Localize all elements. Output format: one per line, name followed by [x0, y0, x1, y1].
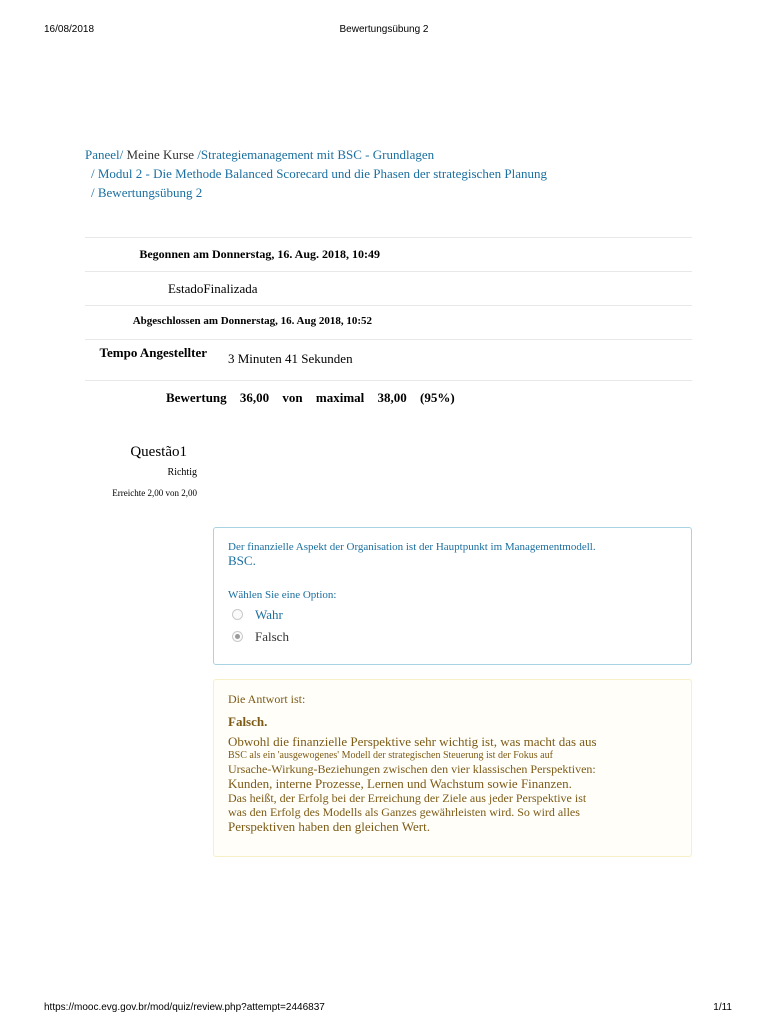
- grade-text: Bewertung 36,00 von maximal 38,00 (95%): [166, 390, 455, 405]
- attempt-summary-table: [85, 237, 692, 415]
- option-false[interactable]: [232, 629, 289, 645]
- question-prompt: [228, 540, 678, 569]
- summary-row-grade: [85, 380, 692, 415]
- breadcrumb-my-courses[interactable]: Meine Kurse: [126, 147, 195, 162]
- print-title: Bewertungsübung 2: [339, 24, 429, 35]
- print-date: 16/08/2018: [44, 24, 95, 35]
- state-text: EstadoFinalizada: [168, 281, 258, 296]
- question-grade: Erreichte 2,00 von 2,00: [112, 488, 197, 498]
- breadcrumb-module-link[interactable]: / Modul 2 - Die Methode Balanced Scorecard und die Phasen der strategischen Planung: [91, 166, 547, 181]
- page-url: https://mooc.evg.gov.br/mod/quiz/review.php?attempt=2446837: [44, 1002, 325, 1013]
- breadcrumb-quiz-link[interactable]: / Bewertungsübung 2: [91, 185, 203, 200]
- feedback-line: BSC als ein 'ausgewogenes' Modell der strategischen Steuerung ist der Fokus auf: [228, 750, 553, 761]
- question-info: [85, 444, 197, 498]
- feedback-correct-answer: Falsch.: [228, 714, 268, 729]
- feedback-line: Perspektiven haben den gleichen Wert.: [228, 819, 430, 834]
- page-number: 1/11: [713, 1002, 732, 1013]
- time-label: Tempo Angestellter: [99, 345, 207, 360]
- question-box: [213, 527, 692, 665]
- choose-option-label: Wählen Sie eine Option:: [228, 589, 337, 601]
- completed-text: Abgeschlossen am Donnerstag, 16. Aug 2018, 10:52: [132, 315, 372, 327]
- feedback-line: Ursache-Wirkung-Beziehungen zwischen den vier klassischen Perspektiven:: [228, 762, 596, 776]
- question-prompt-text: Der finanzielle Aspekt der Organisation ist der Hauptpunkt im Managementmodell.: [228, 541, 596, 553]
- option-false-label: Falsch: [255, 629, 289, 644]
- option-true-label: Wahr: [255, 607, 283, 622]
- option-true[interactable]: [232, 607, 283, 623]
- breadcrumb-separator: /: [197, 147, 201, 162]
- breadcrumb-course-link[interactable]: Strategiemanagement mit BSC - Grundlagen: [200, 147, 435, 162]
- radio-true[interactable]: [232, 609, 243, 620]
- print-header: [0, 24, 768, 38]
- feedback-box: [213, 679, 692, 857]
- print-footer: [0, 1002, 768, 1016]
- feedback-line: was den Erfolg des Modells als Ganzes gewährleisten wird. So wird alles: [228, 805, 580, 819]
- feedback-line: Obwohl die finanzielle Perspektive sehr wichtig ist, was macht das aus: [228, 734, 597, 749]
- breadcrumb: [85, 145, 705, 202]
- question-prompt-continued: BSC.: [228, 553, 256, 568]
- summary-row-started: [85, 237, 692, 271]
- summary-row-state: [85, 271, 692, 305]
- feedback-header: Die Antwort ist:: [228, 692, 306, 706]
- time-value: 3 Minuten 41 Sekunden: [228, 351, 353, 366]
- summary-row-completed: [85, 305, 692, 339]
- question-state: Richtig: [167, 467, 197, 478]
- question-number: Questão1: [130, 444, 187, 460]
- summary-row-time: [85, 339, 692, 380]
- feedback-line: Kunden, interne Prozesse, Lernen und Wachstum sowie Finanzen.: [228, 776, 572, 791]
- breadcrumb-home-link[interactable]: Paneel/: [85, 147, 124, 162]
- radio-false[interactable]: [232, 631, 243, 642]
- started-text: Begonnen am Donnerstag, 16. Aug. 2018, 10:49: [139, 247, 380, 261]
- feedback-explanation: [228, 734, 683, 834]
- feedback-line: Das heißt, der Erfolg bei der Erreichung der Ziele aus jeder Perspektive ist: [228, 791, 587, 805]
